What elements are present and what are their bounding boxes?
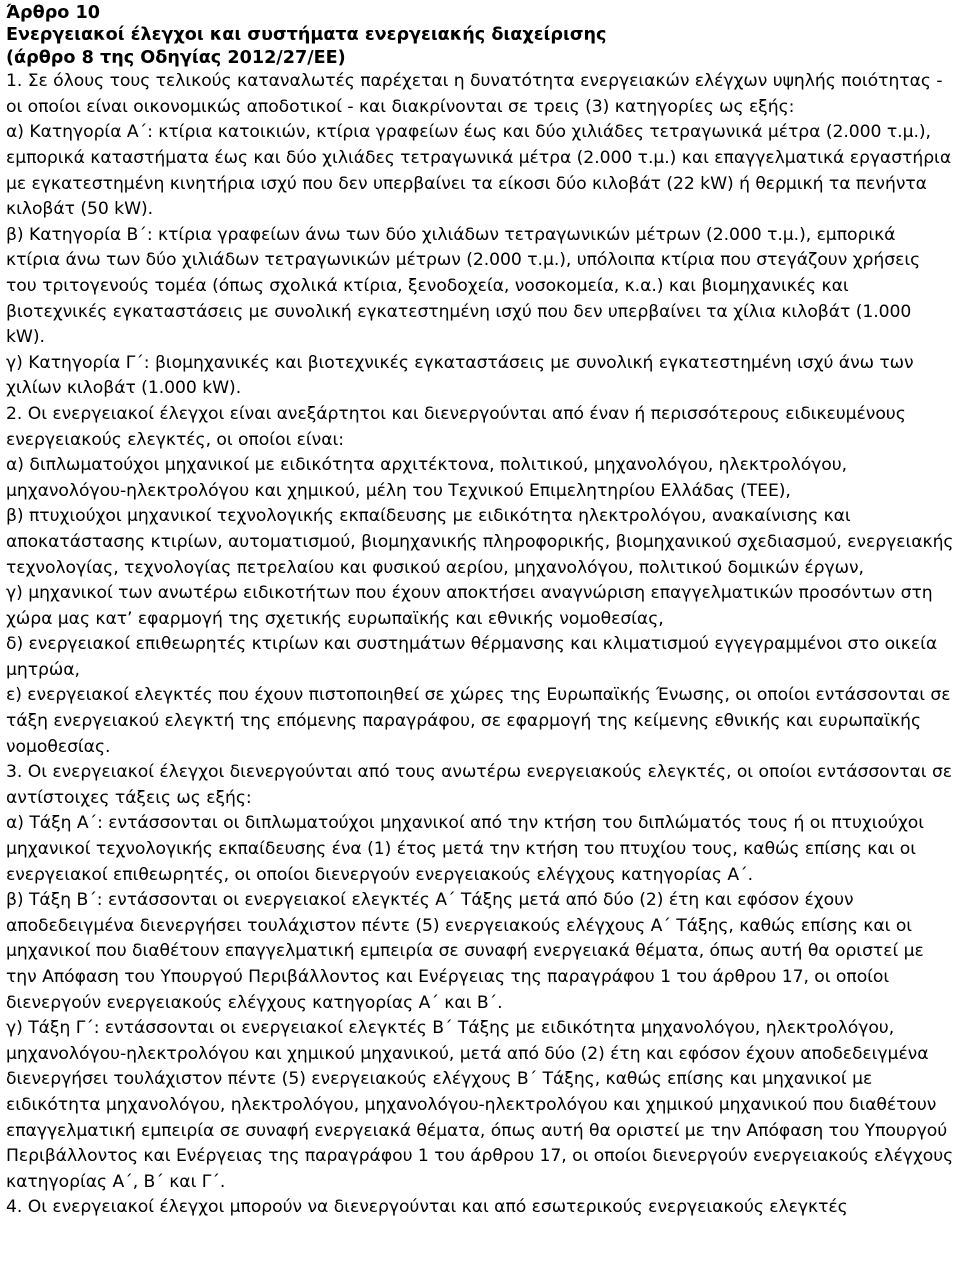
- article-directive-reference: (άρθρο 8 της Οδηγίας 2012/27/ΕΕ): [6, 47, 346, 68]
- paragraph-1-category-c: γ) Κατηγορία Γ΄: βιομηχανικές και βιοτεχνικές εγκαταστάσεις με συνολική εγκατεστημένη ισχύ άνω των χιλίων κιλοβάτ (1.000 kW).: [6, 352, 914, 399]
- paragraph-4-intro: 4. Οι ενεργειακοί έλεγχοι μπορούν να διενεργούνται και από εσωτερικούς ενεργειακούς ελεγκτές: [6, 1197, 848, 1218]
- paragraph-1-category-b: β) Κατηγορία Β΄: κτίρια γραφείων άνω των δύο χιλιάδων τετραγωνικών μέτρων (2.000 τ.μ.), εμπορικά κτίρια άνω των δύο χιλιάδων τετραγωνικών μέτρων (2.000 τ.μ.), υπόλοιπα κτίρια που στεγάζουν χρήσεις του τριτογενούς τομέα (όπως σχολικά κτίρια, ξενοδοχεία, νοσοκομεία, κ.α.) και βιομηχανικές και βιοτεχνικές εγκαταστάσεις με συνολική εγκατεστημένη ισχύ που δεν υπερβαίνει τα χίλια κιλοβάτ (1.000 kW).: [6, 224, 921, 348]
- paragraph-2-item-e: ε) ενεργειακοί ελεγκτές που έχουν πιστοποιηθεί σε χώρες της Ευρωπαϊκής Ένωσης, οι οποίοι εντάσσονται σε τάξη ενεργειακού ελεγκτή της επόμενης παραγράφου, σε εφαρμογή της κείμενης εθνικής και ευρωπαϊκής νομοθεσίας.: [6, 685, 951, 757]
- paragraph-3-class-c: γ) Τάξη Γ΄: εντάσσονται οι ενεργειακοί ελεγκτές Β΄ Τάξης με ειδικότητα μηχανολόγου, ηλεκτρολόγου, μηχανολόγου-ηλεκτρολόγου και χημικού μηχανικού, μετά από δύο (2) έτη και εφόσον έχουν αποδεδειγμένα διενεργήσει τουλάχιστον πέντε (5) ενεργειακούς ελέγχους Β΄ Τάξης, καθώς επίσης και μηχανικοί με ειδικότητα μηχανολόγου, ηλεκτρολόγου, μηχανολόγου-ηλεκτρολόγου και χημικού μηχανικού που διαθέτουν επαγγελματική εμπειρία σε συναφή ενεργειακά θέματα, όπως αυτή θα οριστεί με την Απόφαση του Υπουργού Περιβάλλοντος και Ενέργειας της παραγράφου 1 του άρθρου 17, οι οποίοι διενεργούν ενεργειακούς ελέγχους κατηγορίας Α΄, Β΄ και Γ΄.: [6, 1018, 954, 1192]
- paragraph-3-class-a: α) Τάξη Α΄: εντάσσονται οι διπλωματούχοι μηχανικοί από την κτήση του διπλώματός τους ή οι πτυχιούχοι μηχανικοί τεχνολογικής εκπαίδευσης ένα (1) έτος μετά την κτήση του πτυχίου τους, καθώς επίσης και οι ενεργειακοί επιθεωρητές, οι οποίοι διενεργούν ενεργειακούς ελέγχους κατηγορίας Α΄.: [6, 813, 924, 885]
- article-number-heading: Άρθρο 10: [6, 3, 100, 23]
- paragraph-2-item-c: γ) μηχανικοί των ανωτέρω ειδικοτήτων που έχουν αποκτήσει αναγνώριση επαγγελματικών προσόντων στη χώρα μας κατ’ εφαρμογή της σχετικής ευρωπαϊκής και εθνικής νομοθεσίας,: [6, 583, 933, 629]
- paragraph-1-category-a: α) Κατηγορία Α΄: κτίρια κατοικιών, κτίρια γραφείων έως και δύο χιλιάδες τετραγωνικά μέτρα (2.000 τ.μ.), εμπορικά καταστήματα έως και δύο χιλιάδες τετραγωνικά μέτρα (2.000 τ.μ.) και επαγγελματικά εργαστήρια με εγκατεστημένη κινητήρια ισχύ που δεν υπερβαίνει τα είκοσι δύο κιλοβάτ (22 kW) ή θερμική τα πενήντα κιλοβάτ (50 kW).: [6, 122, 952, 220]
- paragraph-2-intro: 2. Οι ενεργειακοί έλεγχοι είναι ανεξάρτητοι και διενεργούνται από έναν ή περισσότερους ειδικευμένους ενεργειακούς ελεγκτές, οι οποίοι είναι:: [6, 403, 906, 450]
- paragraph-2-item-b: β) πτυχιούχοι μηχανικοί τεχνολογικής εκπαίδευσης με ειδικότητα ηλεκτρολόγου, ανακαίνισης και αποκατάστασης κτιρίων, αυτοματισμού, βιομηχανικής πληροφορικής, βιομηχανικού σχεδιασμού, ενεργειακής τεχνολογίας, τεχνολογίας πετρελαίου και φυσικού αερίου, μηχανολόγου, πολιτικού δομικών έργων,: [6, 506, 954, 578]
- paragraph-2-item-a: α) διπλωματούχοι μηχανικοί με ειδικότητα αρχιτέκτονα, πολιτικού, μηχανολόγου, ηλεκτρολόγου, μηχανολόγου-ηλεκτρολόγου και χημικού, μέλη του Τεχνικού Επιμελητηρίου Ελλάδας (ΤΕΕ),: [6, 455, 848, 501]
- paragraph-3-intro: 3. Οι ενεργειακοί έλεγχοι διενεργούνται από τους ανωτέρω ενεργειακούς ελεγκτές, οι οποίοι εντάσσονται σε αντίστοιχες τάξεις ως εξής:: [6, 762, 953, 808]
- article-title-heading: Ενεργειακοί έλεγχοι και συστήματα ενεργειακής διαχείρισης: [6, 25, 607, 46]
- paragraph-3-class-b: β) Τάξη Β΄: εντάσσονται οι ενεργειακοί ελεγκτές Α΄ Τάξης μετά από δύο (2) έτη και εφόσον έχουν αποδεδειγμένα διενεργήσει τουλάχιστον πέντε (5) ενεργειακούς ελέγχους Α΄ Τάξης, καθώς επίσης και οι μηχανικοί που διαθέτουν επαγγελματική εμπειρία σε συναφή ενεργειακά θέματα, όπως αυτή θα οριστεί με την Απόφαση του Υπουργού Περιβάλλοντος και Ενέργειας της παραγράφου 1 του άρθρου 17, οι οποίοι διενεργούν ενεργειακούς ελέγχους κατηγορίας Α΄ και Β΄.: [6, 890, 924, 1013]
- paragraph-2-item-d: δ) ενεργειακοί επιθεωρητές κτιρίων και συστημάτων θέρμανσης και κλιματισμού εγγεγραμμένοι στο οικεία μητρώα,: [6, 634, 938, 680]
- paragraph-1-intro: 1. Σε όλους τους τελικούς καταναλωτές παρέχεται η δυνατότητα ενεργειακών ελέγχων υψηλής ποιότητας - οι οποίοι είναι οικονομικώς αποδοτικοί - και διακρίνονται σε τρεις (3) κατηγορίες ως εξής:: [6, 71, 943, 117]
- article-body: [6, 69, 954, 1221]
